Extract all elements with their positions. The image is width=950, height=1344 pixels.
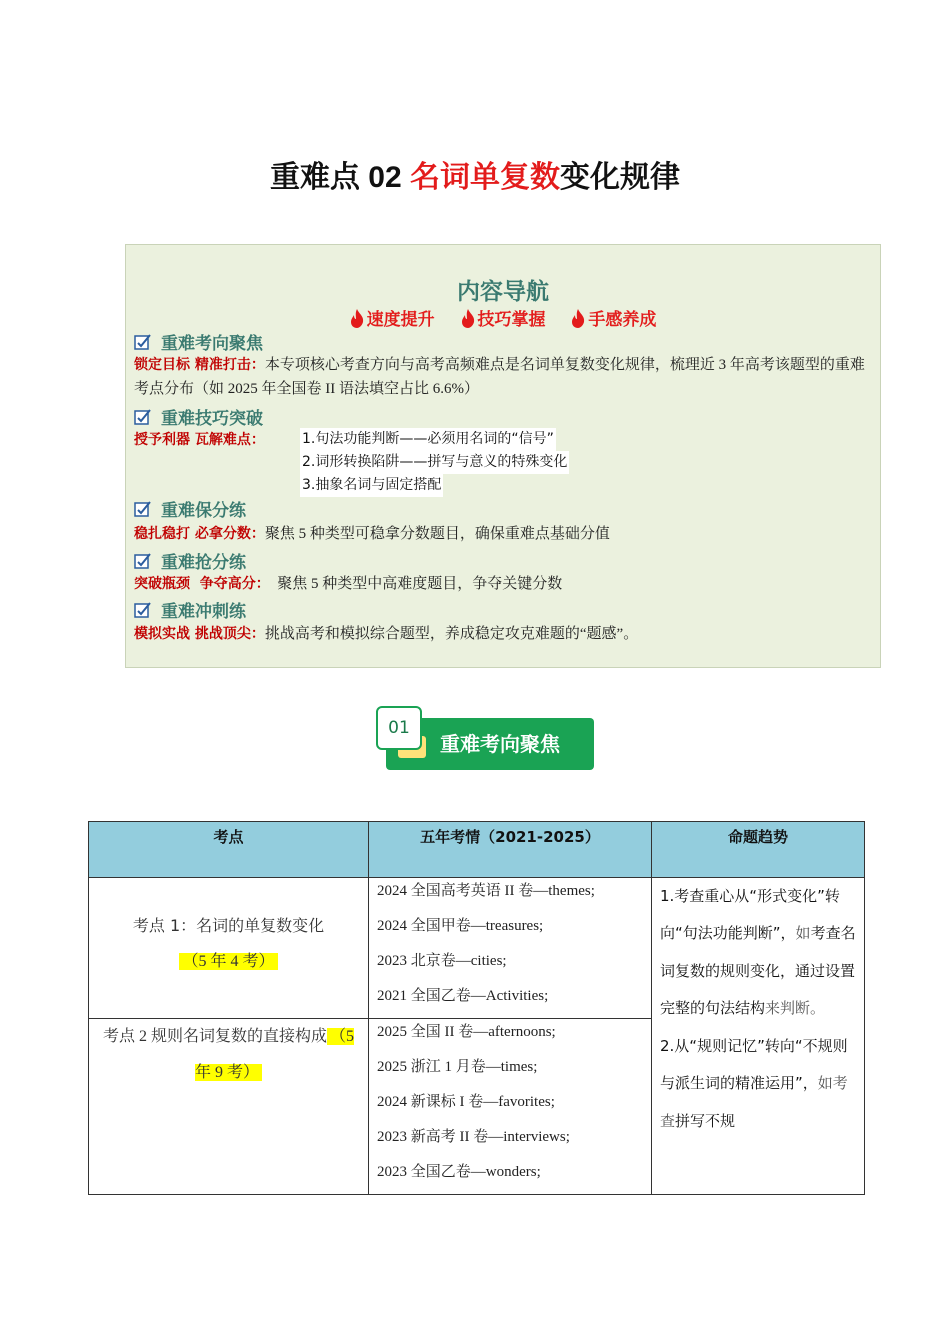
nav-section-skills: [134, 404, 263, 429]
case-item: 2023 北京卷—cities;: [377, 953, 507, 969]
edit-check-icon: [134, 500, 152, 518]
flame-icon: [571, 309, 585, 328]
case-item: 2021 全国乙卷—Activities;: [377, 988, 549, 1004]
edit-check-icon: [134, 601, 152, 619]
key-point-freq: （5 年 9 考）: [194, 1028, 355, 1081]
trend-text-4: 来判断。: [765, 1001, 826, 1017]
nav-section-focus: [134, 329, 263, 354]
title-suffix: 变化规律: [560, 161, 681, 194]
trend-text-6: 如考查: [660, 1076, 848, 1130]
key-point-cell: [89, 1019, 369, 1195]
nav-section-desc: 突破瓶颈 争夺高分： 聚焦 5 种类型中高难度题目，争夺关键分数: [134, 576, 563, 592]
cases-cell: [369, 878, 652, 1019]
nav-tag-speed: 速度提升: [350, 305, 435, 330]
badge-number: 01: [376, 706, 422, 750]
title-highlight: 名词单复数: [410, 161, 561, 194]
case-item: 2024 新课标 I 卷—favorites;: [377, 1094, 555, 1110]
key-point-freq: （5 年 4 考）: [97, 944, 360, 980]
flame-icon: [350, 309, 364, 328]
nav-section-title: 重难冲刺练: [161, 602, 246, 622]
nav-section-sprint: [134, 597, 246, 622]
skill-item: 1.句法功能判断——必须用名词的“信号”: [300, 428, 556, 451]
nav-section-advanced: [134, 548, 246, 573]
key-point-cell: [89, 878, 369, 1019]
case-item: 2024 全国高考英语 II 卷—themes;: [377, 883, 595, 899]
section-badge: [386, 718, 594, 770]
trend-text-1: 1.考查重心从“形式变化”转向“句法功能判断”，: [660, 887, 840, 942]
header-trend: 命题趋势: [652, 822, 865, 878]
trend-text-3: 考查名词复数的规则变化，通过设置完整的句法结构: [660, 924, 856, 1017]
edit-check-icon: [134, 408, 152, 426]
edit-check-icon: [134, 333, 152, 351]
nav-tag-skill: 技巧掌握: [461, 305, 546, 330]
case-item: 2025 浙江 1 月卷—times;: [377, 1059, 538, 1075]
nav-section-desc: 模拟实战 挑战顶尖：挑战高考和模拟综合题型，养成稳定攻克难题的“题感”。: [134, 626, 639, 642]
case-item: 2023 新高考 II 卷—interviews;: [377, 1129, 570, 1145]
nav-section-title: 重难考向聚焦: [161, 334, 263, 354]
table-row: [89, 878, 865, 1019]
trend-text-5: 2.从“规则记忆”转向“不规则与派生词的精准运用”，: [660, 1037, 848, 1092]
nav-section-basic: [134, 496, 246, 521]
trend-text-7: 拼写不规: [675, 1112, 736, 1130]
skill-item: 3.抽象名词与固定搭配: [300, 474, 443, 497]
badge-label: 重难考向聚焦: [440, 732, 560, 756]
nav-section-title: 重难技巧突破: [161, 409, 263, 429]
trend-text-2: 如: [795, 926, 811, 942]
nav-tags: [126, 305, 880, 330]
trend-cell: [652, 878, 865, 1195]
nav-section-desc: 稳扎稳打 必拿分数：聚焦 5 种类型可稳拿分数题目，确保重难点基础分值: [134, 526, 610, 542]
nav-heading: 内容导航: [457, 279, 549, 305]
case-item: 2024 全国甲卷—treasures;: [377, 918, 544, 934]
nav-tag-feel: 手感养成: [571, 305, 656, 330]
case-item: 2023 全国乙卷—wonders;: [377, 1164, 541, 1180]
header-history: 五年考情（2021-2025）: [369, 822, 652, 878]
nav-section-desc: 授予利器 瓦解难点：: [134, 432, 265, 448]
header-point: 考点: [89, 822, 369, 878]
content-nav-box: [125, 244, 881, 668]
page-title: [0, 152, 950, 196]
key-point-title: 考点 1：名词的单复数变化: [132, 916, 325, 935]
nav-section-desc: 锁定目标 精准打击：本专项核心考查方向与高考高频难点是名词单复数变化规律，梳理近 3 年高考该题型的重难考点分布（如 2025 年全国卷 II 语法填空占比 6.6%）: [134, 357, 865, 397]
exam-analysis-table: [88, 821, 865, 1195]
table-header-row: [89, 822, 865, 878]
skill-item: 2.词形转换陷阱——拼写与意义的特殊变化: [300, 451, 569, 474]
key-point-title: 考点 2 规则名词复数的直接构成: [102, 1028, 327, 1045]
flame-icon: [461, 309, 475, 328]
cases-cell: [369, 1019, 652, 1195]
edit-check-icon: [134, 552, 152, 570]
nav-section-title: 重难抢分练: [161, 553, 246, 573]
nav-section-title: 重难保分练: [161, 501, 246, 521]
title-prefix: 重难点 02: [269, 161, 411, 194]
case-item: 2025 全国 II 卷—afternoons;: [377, 1024, 556, 1040]
